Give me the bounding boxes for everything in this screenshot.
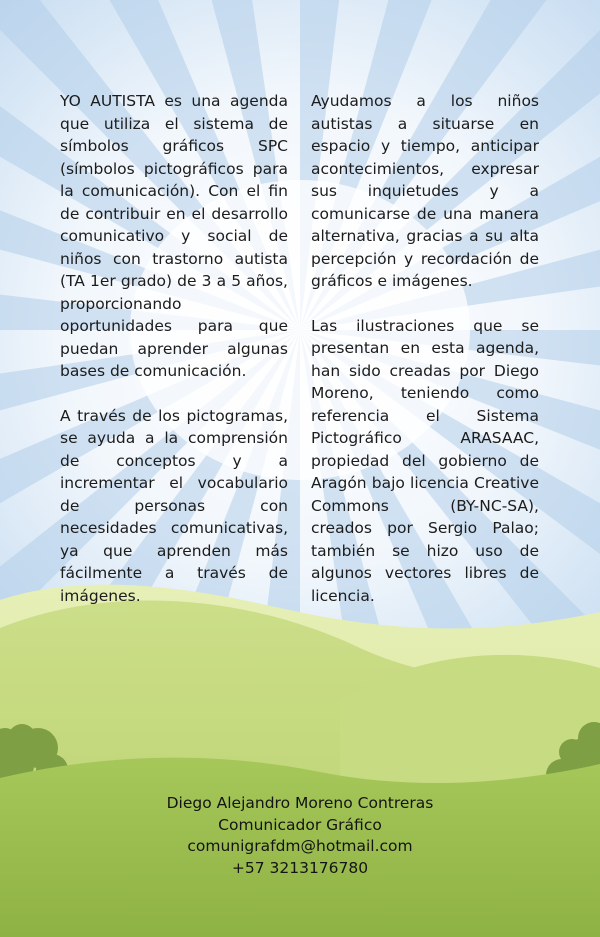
left-paragraph-1: YO AUTISTA es una agenda que utiliza el sistema de símbolos gráficos SPC (símbolos pictográficos para la comunicación). Con el fin de contribuir en el desarrollo comunicativo y social de niños con trastorno autista (TA 1er grado) de 3 a 5 años, proporcionando oportunidades para que puedan aprender algunas bases de comunicación. <box>60 92 288 380</box>
left-column <box>60 90 288 629</box>
credits-block <box>0 793 600 879</box>
author-email[interactable]: comunigrafdm@hotmail.com <box>187 837 413 855</box>
right-column <box>311 90 539 629</box>
right-paragraph-1: Ayudamos a los niños autistas a situarse en espacio y tiempo, anticipar acontecimientos, expresar sus inquietudes y a comunicarse de una manera alternativa, gracias a su alta percepción y recordación de gráficos e imágenes. <box>311 92 539 290</box>
left-paragraph-2: A través de los pictogramas, se ayuda a la comprensión de conceptos y a incrementar el vocabulario de personas con necesidades comunicativas, ya que aprenden más fácilmente a través de imágenes. <box>60 406 288 605</box>
author-name: Diego Alejandro Moreno Contreras <box>166 794 434 812</box>
author-phone: +57 3213176780 <box>231 858 369 877</box>
right-paragraph-2: Las ilustraciones que se presentan en esta agenda, han sido creadas por Diego Moreno, teniendo como referencia el Sistema Pictográfico ARASAAC, propiedad del gobierno de Aragón bajo licencia Creative Commons (BY-NC-SA), creados por Sergio Palao; también se hizo uso de algunos vectores libres de licencia. <box>311 316 539 605</box>
author-role: Comunicador Gráfico <box>218 815 382 834</box>
